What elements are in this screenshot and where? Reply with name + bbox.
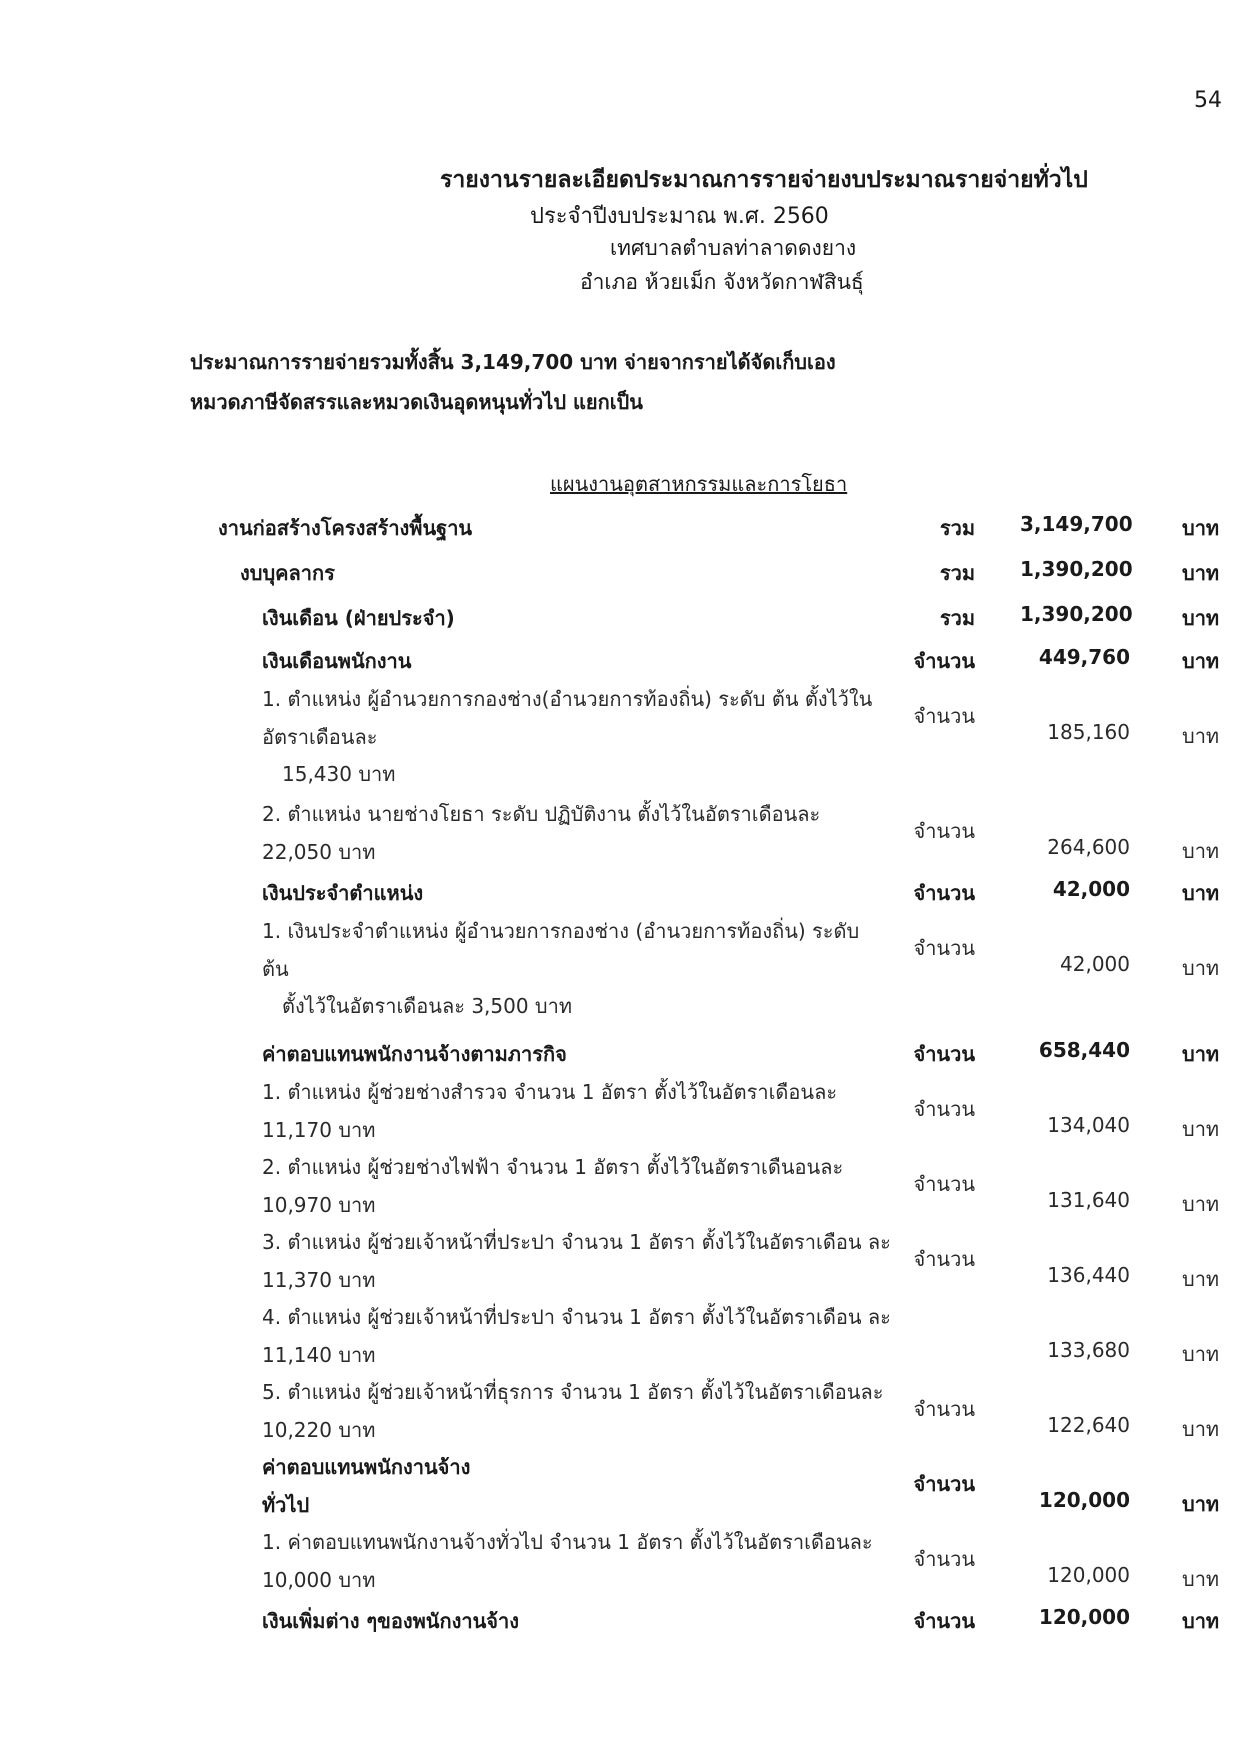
- row-amount: 42,000: [1052, 877, 1130, 901]
- row-extra-text: 15,430 บาท: [282, 762, 396, 786]
- row-description: ค่าตอบแทนพนักงานจ้างทั่วไป: [262, 1455, 471, 1517]
- row-description: 1. ตำแหน่ง ผู้ช่วยช่างสำรวจ จำนวน 1 อัตรา ตั้งไว้ในอัตราเดือนละ 11,170 บาท: [262, 1080, 838, 1142]
- row-unit: บาท: [1182, 1492, 1220, 1516]
- row-description: งานก่อสร้างโครงสร้างพื้นฐาน: [218, 516, 473, 540]
- row-amount: 658,440: [1038, 1038, 1130, 1062]
- row-amount: 120,000: [1038, 1605, 1130, 1629]
- row-unit: บาท: [1182, 1342, 1220, 1366]
- row-label: จำนวน: [913, 1097, 975, 1121]
- row-description: ค่าตอบแทนพนักงานจ้างตามภารกิจ: [262, 1042, 567, 1066]
- row-amount: 120,000: [1047, 1563, 1130, 1587]
- row-amount: 185,160: [1047, 720, 1130, 744]
- row-label: จำนวน: [913, 1547, 975, 1571]
- row-amount: 42,000: [1060, 952, 1130, 976]
- row-amount: 1,390,200: [1020, 557, 1133, 581]
- row-unit: บาท: [1182, 724, 1220, 748]
- row-label: จำนวน: [913, 1042, 975, 1066]
- row-description: งบบุคลากร: [240, 561, 335, 585]
- budget-summary: [190, 342, 836, 422]
- row-amount: 1,390,200: [1020, 602, 1133, 626]
- row-description: 2. ตำแหน่ง ผู้ช่วยช่างไฟฟ้า จำนวน 1 อัตรา ตั้งไว้ในอัตราเดืนอนละ 10,970 บาท: [262, 1155, 844, 1217]
- row-unit: บาท: [1182, 1567, 1220, 1591]
- summary-line-1: ประมาณการรายจ่ายรวมทั้งสิ้น 3,149,700 บาท จ่ายจากรายได้จัดเก็บเอง: [190, 350, 836, 374]
- row-description: เงินประจำตำแหน่ง: [262, 881, 424, 905]
- row-unit: บาท: [1182, 561, 1220, 585]
- page-number: 54: [1194, 88, 1222, 113]
- row-label: จำนวน: [913, 881, 975, 905]
- row-unit: บาท: [1182, 516, 1220, 540]
- row-label: จำนวน: [913, 1472, 975, 1496]
- row-description: 5. ตำแหน่ง ผู้ช่วยเจ้าหน้าที่ธุรการ จำนวน 1 อัตรา ตั้งไว้ในอัตราเดือนละ 10,220 บาท: [262, 1380, 884, 1442]
- row-unit: บาท: [1182, 839, 1220, 863]
- location: อำเภอ ห้วยเม็ก จังหวัดกาฬสินธุ์: [580, 270, 864, 294]
- row-label: รวม: [939, 606, 975, 630]
- row-amount: 136,440: [1047, 1263, 1130, 1287]
- row-amount: 134,040: [1047, 1113, 1130, 1137]
- row-amount: 264,600: [1047, 835, 1130, 859]
- organization-name: เทศบาลตำบลท่าลาดดงยาง: [610, 236, 857, 260]
- row-description: 1. ค่าตอบแทนพนักงานจ้างทั่วไป จำนวน 1 อัตรา ตั้งไว้ในอัตราเดือนละ 10,000 บาท: [262, 1530, 873, 1592]
- row-unit: บาท: [1182, 1609, 1220, 1633]
- plan-title: แผนงานอุตสาหกรรมและการโยธา: [550, 472, 848, 496]
- fiscal-year: ประจำปีงบประมาณ พ.ศ. 2560: [530, 204, 829, 229]
- row-unit: บาท: [1182, 1192, 1220, 1216]
- row-amount: 3,149,700: [1020, 512, 1133, 536]
- row-extra-text: ตั้งไว้ในอัตราเดือนละ 3,500 บาท: [282, 994, 573, 1018]
- row-label: รวม: [939, 561, 975, 585]
- report-title: รายงานรายละเอียดประมาณการรายจ่ายงบประมาณรายจ่ายทั่วไป: [440, 167, 1088, 193]
- row-description: 2. ตำแหน่ง นายช่างโยธา ระดับ ปฏิบัติงาน ตั้งไว้ในอัตราเดือนละ 22,050 บาท: [262, 802, 821, 864]
- row-label: จำนวน: [913, 1397, 975, 1421]
- row-amount: 449,760: [1038, 645, 1130, 669]
- row-label: จำนวน: [913, 1172, 975, 1196]
- row-label: รวม: [939, 516, 975, 540]
- row-description: เงินเดือนพนักงาน: [262, 649, 412, 673]
- row-description: เงินเดือน (ฝ่ายประจำ): [262, 606, 455, 630]
- row-unit: บาท: [1182, 649, 1220, 673]
- summary-line-2: หมวดภาษีจัดสรรและหมวดเงินอุดหนุนทั่วไป แยกเป็น: [190, 390, 643, 414]
- row-unit: บาท: [1182, 1417, 1220, 1441]
- row-unit: บาท: [1182, 881, 1220, 905]
- row-unit: บาท: [1182, 1117, 1220, 1141]
- row-amount: 131,640: [1047, 1188, 1130, 1212]
- row-description: 3. ตำแหน่ง ผู้ช่วยเจ้าหน้าที่ประปา จำนวน 1 อัตรา ตั้งไว้ในอัตราเดือน ละ 11,370 บาท: [262, 1230, 891, 1292]
- row-unit: บาท: [1182, 1042, 1220, 1066]
- row-label: จำนวน: [913, 1609, 975, 1633]
- row-unit: บาท: [1182, 606, 1220, 630]
- row-amount: 122,640: [1047, 1413, 1130, 1437]
- row-description: 1. ตำแหน่ง ผู้อำนวยการกองช่าง(อำนวยการท้องถิ่น) ระดับ ต้น ตั้งไว้ใน อัตราเดือนละ: [262, 687, 873, 749]
- row-description: 1. เงินประจำตำแหน่ง ผู้อำนวยการกองช่าง (อำนวยการท้องถิ่น) ระดับ ต้น: [262, 919, 860, 981]
- row-label: จำนวน: [913, 649, 975, 673]
- row-description: 4. ตำแหน่ง ผู้ช่วยเจ้าหน้าที่ประปา จำนวน 1 อัตรา ตั้งไว้ในอัตราเดือน ละ 11,140 บาท: [262, 1305, 891, 1367]
- row-amount: 133,680: [1047, 1338, 1130, 1362]
- row-label: จำนวน: [913, 936, 975, 960]
- row-description: เงินเพิ่มต่าง ๆของพนักงานจ้าง: [262, 1609, 519, 1633]
- row-amount: 120,000: [1038, 1488, 1130, 1512]
- row-label: จำนวน: [913, 1247, 975, 1271]
- row-label: จำนวน: [913, 704, 975, 728]
- row-label: จำนวน: [913, 819, 975, 843]
- row-unit: บาท: [1182, 956, 1220, 980]
- row-unit: บาท: [1182, 1267, 1220, 1291]
